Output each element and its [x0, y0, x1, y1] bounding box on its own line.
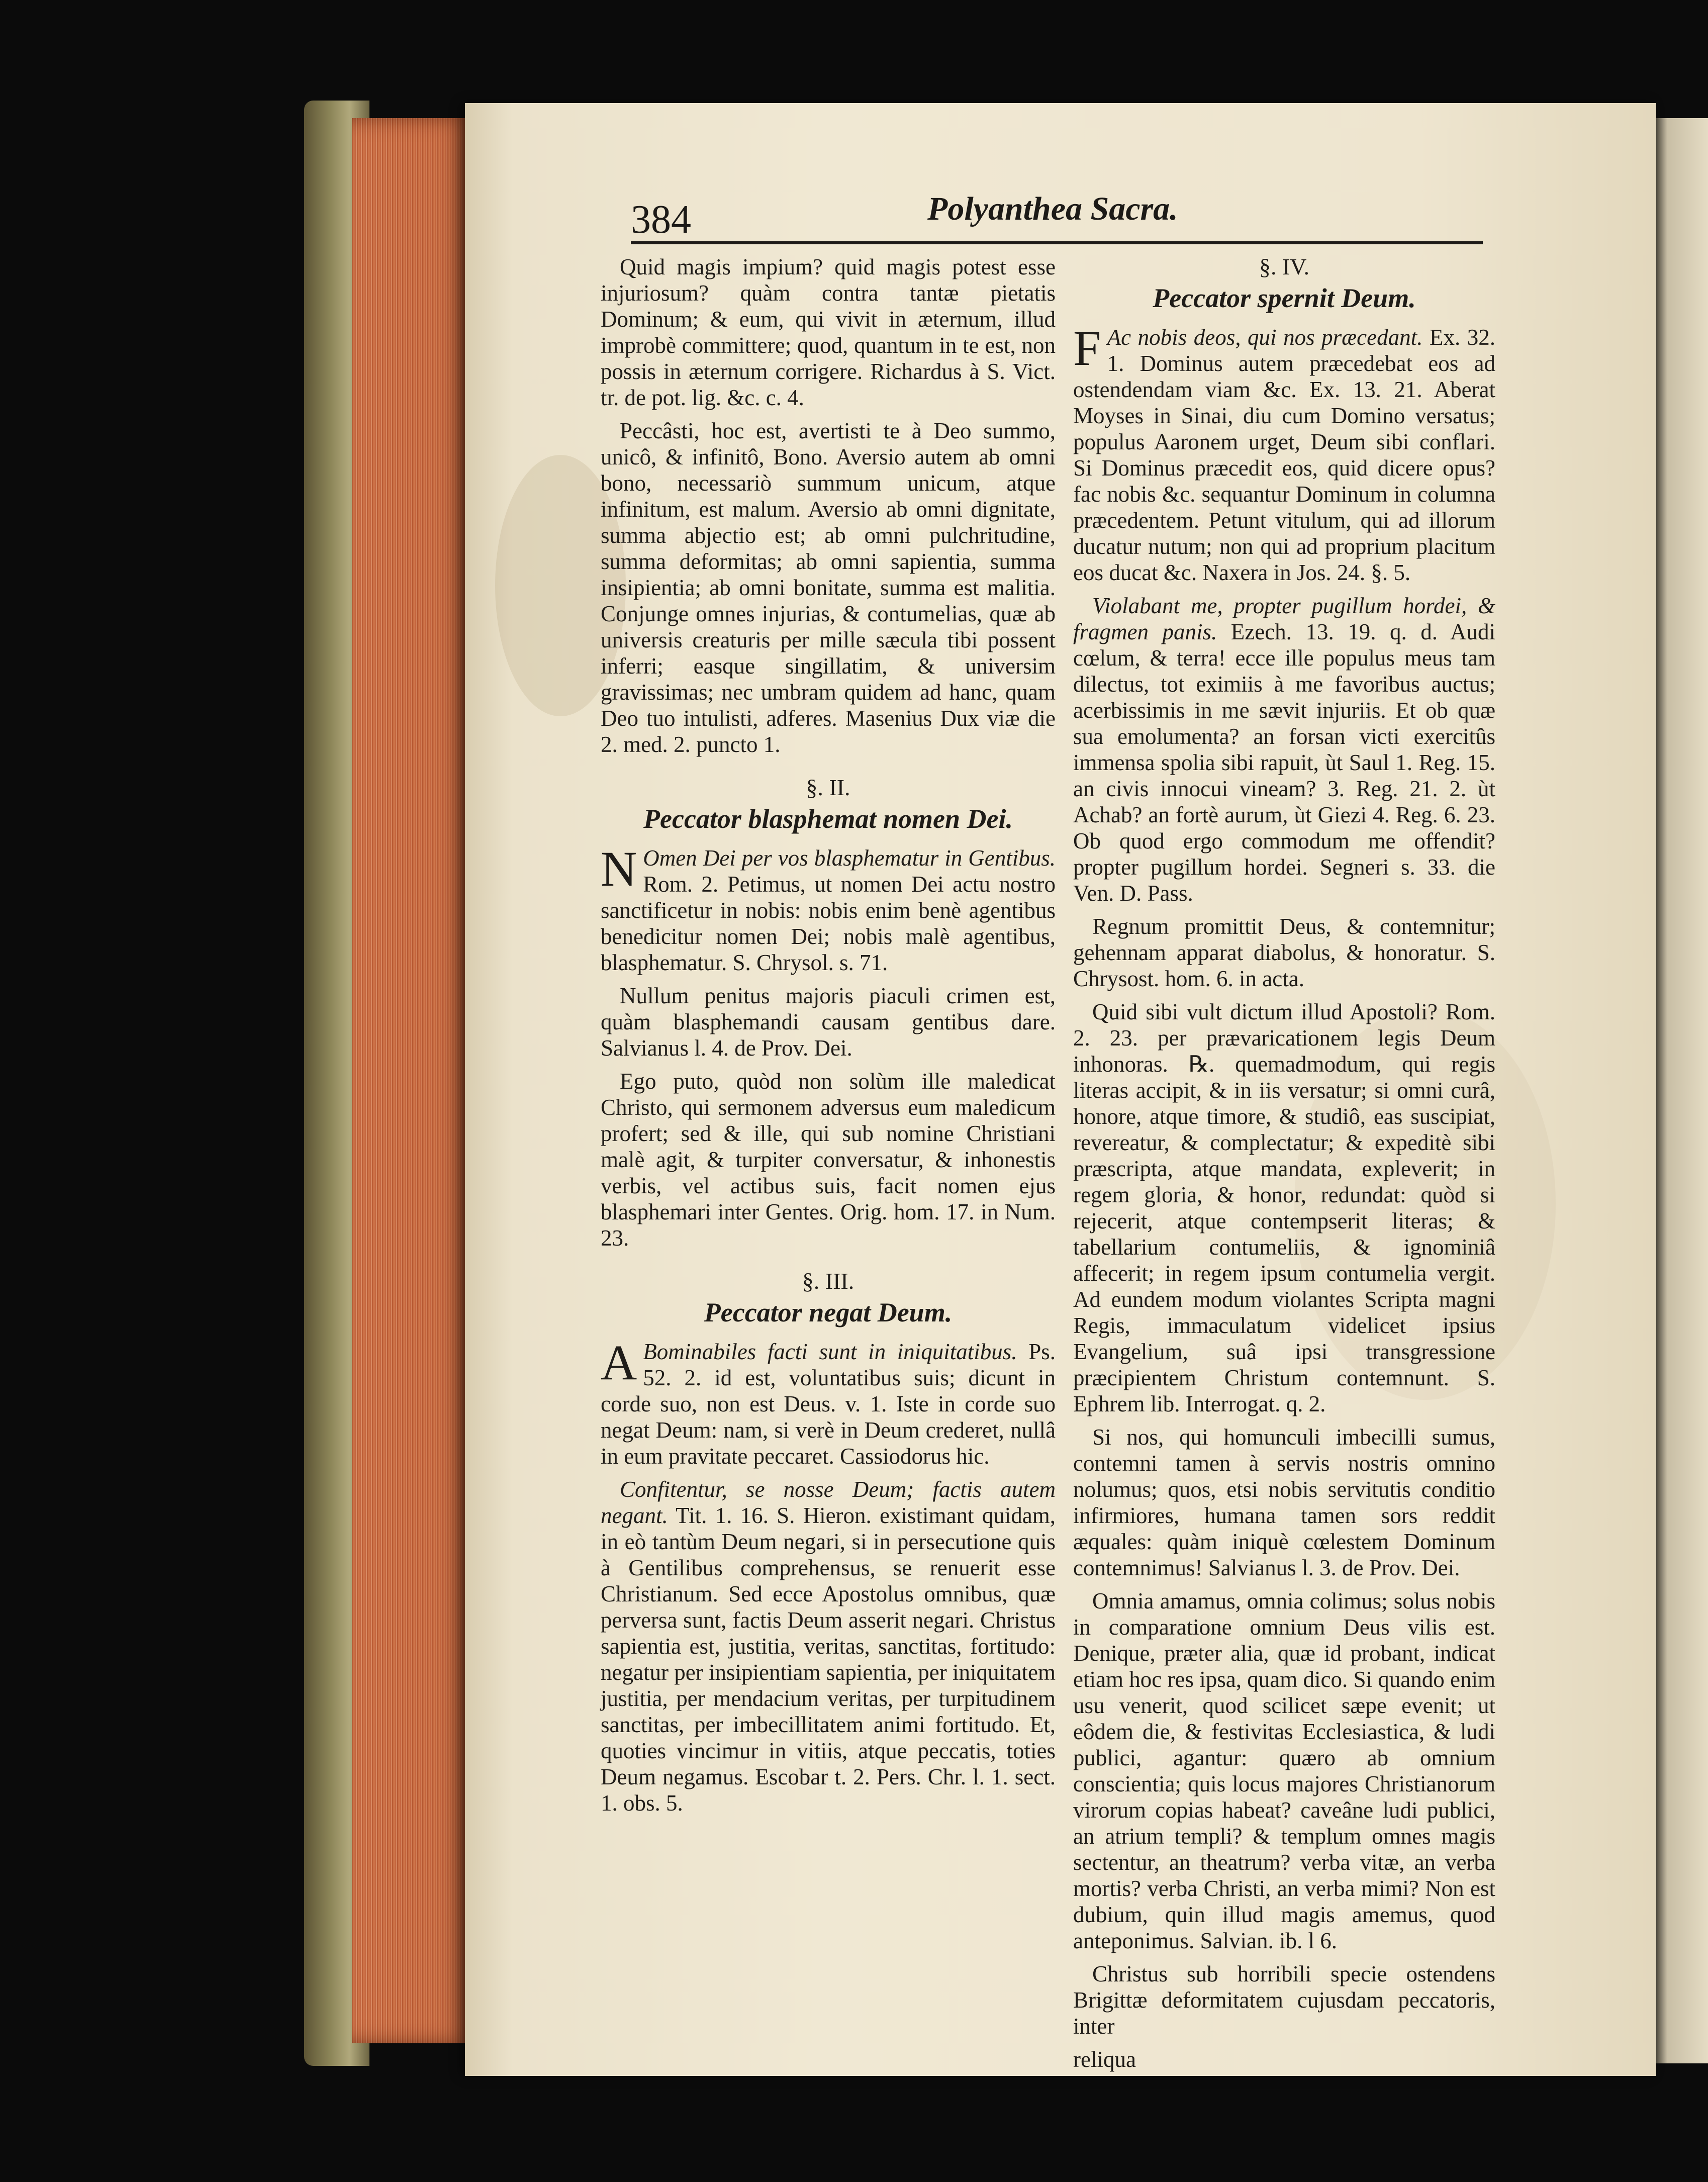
lead-text: Ex. 32. 1. Dominus autem præcedebat eos ad ostendendam viam &c. Ex. 13. 21. Aberat Moyses in Sinai, diu cum Domino versatus; populus Aaronem urget, Deum sibi conflari. Si Dominus præcedit eos, quid dicere opus? fac nobis &c. sequantur Dominum in columna præcedentem. Petunt vitulum, qui ad illorum ducatur nutum; non qui ad proprium placitum eos ducat &c. Naxera in Jos. 24. §. 5. [1073, 325, 1495, 585]
catchword: reliqua [1073, 2047, 1136, 2072]
drop-cap: F [1073, 320, 1101, 376]
quote: Confitentur, se nosse Deum; factis autem negant. [601, 1477, 1056, 1528]
paragraph: Peccâsti, hoc est, avertisti te à Deo summo, unicô, & infinitô, Bono. Aversio autem ab omni bono, necessariò summum unicum, atque infinitum, est malum. Aversio ab omni dignitate, summa abjectio est; ab omni pulchritudine, summa deformitas; ab omni sapientia, summa insipientia; ab omni bonitate, summa est malitia. Conjunge omnes injurias, & contumelias, quæ ab universis creaturis per mille sæcula tibi possent inferri; easque singillatim, & universim gravissimas; nec umbram quidem ad hanc, quam Deo tuo intulisti, adferes. Masenius Dux viæ die 2. med. 2. puncto 1. [601, 418, 1056, 757]
section-lead-paragraph [601, 1335, 1056, 1469]
section-number: §. II. [806, 775, 850, 800]
lead-text: Ps. 52. 2. id est, voluntatibus suis; dicunt in corde suo, non est Deus. v. 1. Iste in corde suo negat Deum: nam, si verè in Deum crederet, nullâ in eum pravitate peccaret. Cassiodorus hic. [601, 1339, 1056, 1469]
left-column [601, 254, 1056, 1823]
section-lead-paragraph [601, 841, 1056, 976]
paragraph: Christus sub horribili specie ostendens Brigittæ deformitatem cujusdam peccatoris, inter [1073, 1961, 1495, 2039]
lead-text: Rom. 2. Petimus, ut nomen Dei actu nostro sanctificetur in nobis: nobis enim benè agentibus benedicitur nomen Dei; nobis malè agentibus, blasphematur. S. Chrysol. s. 71. [601, 872, 1056, 975]
right-column [1073, 254, 1495, 2079]
section-title: Peccator negat Deum. [704, 1297, 953, 1327]
header-rule [631, 241, 1483, 244]
page-edges [352, 118, 472, 2043]
lead-quote: Omen Dei per vos blasphematur in Gentibus. [643, 845, 1056, 871]
paragraph: Quid magis impium? quid magis potest esse injuriosum? quàm contra tantæ pietatis Dominum; & eum, qui vivit in æternum, illud improbè committere; quod, quantum in te est, non possis in æternum corrigere. Richardus à S. Vict. tr. de pot. lig. &c. c. 4. [601, 254, 1056, 410]
section-title: Peccator blasphemat nomen Dei. [643, 804, 1013, 834]
section-lead-paragraph [1073, 320, 1495, 586]
paragraph: Omnia amamus, omnia colimus; solus nobis in comparatione omnium Deus vilis est. Denique, præter alia, quæ id probant, indicat etiam hoc res ipsa, quam dico. Si quando enim usu venerit, quod scilicet sæpe evenit; ut eôdem die, & festivitas Ecclesiastica, & ludi publici, agantur: quæro ab omnium conscientia; quis locus majores Christianorum virorum copias habeat? caveâne ludi publici, an atrium templi? & templum omnes magis sectentur, an theatrum? verba vitæ, an verba mortis? verba Christi, an verba mimi? Non est dubium, quin illud magis amemus, quod anteponimus. Salvian. ib. l 6. [1073, 1588, 1495, 1953]
section-number: §. III. [802, 1268, 855, 1294]
lead-quote: Bominabiles facti sunt in iniquitatibus. [643, 1339, 1017, 1364]
section-number: §. IV. [1259, 254, 1310, 279]
section-title: Peccator spernit Deum. [1153, 283, 1416, 313]
quote: Violabant me, propter pugillum hordei, & fragmen panis. [1073, 593, 1495, 644]
lead-quote: Ac nobis deos, qui nos præcedant. [1107, 325, 1423, 350]
paragraph: Ego puto, quòd non solùm ille maledicat Christo, qui sermonem adversus eum maledicum profert; sed & ille, qui sub nomine Christiani malè agit, & turpiter conversatur, & inhonestis verbis, vel actibus suis, facit nomen ejus blasphemari inter Gentes. Orig. hom. 17. in Num. 23. [601, 1069, 1056, 1251]
paragraph: Si nos, qui homunculi imbecilli sumus, contemni tamen à servis nostris omnino nolumus; quos, etsi nobis servitutis conditio infirmiores, humana tamen sors reddit æquales: quàm iniquè cœlestem Dominum contemnimus! Salvianus l. 3. de Prov. Dei. [1073, 1425, 1495, 1580]
paragraph-text: Tit. 1. 16. S. Hieron. existimant quidam, in eò tantùm Deum negari, si in persecutione quis à Gentilibus comprehensus, se renuerit esse Christianum. Sed ecce Apostolus omnibus, quæ perversa sunt, factis Deum asserit negari. Christus sapientia est, justitia, veritas, sanctitas, fortitudo: negatur per insipientiam sapientia, per iniquitatem justitia, per mendacium veritas, per turpitudinem sanctitas, per imbecillitatem animi fortitudo. Et, quoties vincimur in vitiis, atque peccatis, toties Deum negamus. Escobar t. 2. Pers. Chr. l. 1. sect. 1. obs. 5. [601, 1503, 1056, 1816]
paragraph: Regnum promittit Deus, & contemnitur; gehennam apparat diabolus, & honoratur. S. Chrysost. hom. 6. in acta. [1073, 914, 1495, 991]
paragraph: Quid sibi vult dictum illud Apostoli? Rom. 2. 23. per prævaricationem legis Deum inhonoras. ℞. quemadmodum, qui regis literas accipit, & in iis versatur; si omni curâ, honore, atque timore, & studiô, eas suscipiat, revereatur, & complectatur; & expeditè sibi præscripta, atque mandata, expleverit; in regem gloria, & honor, redundat: quòd si rejecerit, atque contempserit literas; & tabellarium contumeliis, & ignominiâ affecerit; in regem ipsum contumelia vergit. Ad eundem modum violantes Scripta magni Regis, immaculatum videlicet ipsius Evangelium, suâ ipsi transgressione præcipientem Christum contemnunt. S. Ephrem lib. Interrogat. q. 2. [1073, 999, 1495, 1416]
drop-cap: N [601, 841, 637, 897]
running-title: Polyanthea Sacra. [927, 191, 1178, 227]
paragraph [1073, 593, 1495, 906]
facing-page-edge [1654, 118, 1708, 2063]
paragraph [601, 1476, 1056, 1816]
page-number: 384 [631, 198, 691, 242]
drop-cap: A [601, 1335, 637, 1390]
paragraph-text: Ezech. 13. 19. q. d. Audi cœlum, & terra! ecce ille populus meus tam dilectus, tot eximiis à me favoribus auctus; acerbissimis in me sævit injuriis. Et ob quæ sua emolumenta? an forsan victi exercitûs immensa spolia sibi rapuit, ùt Saul 1. Reg. 15. an civis innocui vineam? 3. Reg. 21. 2. ùt Achab? an fortè aurum, ùt Giezi 4. Reg. 6. 23. Ob quod ergo commodum me offendit? propter pugillum hordei. Segneri s. 33. die Ven. D. Pass. [1073, 619, 1495, 906]
paragraph: Nullum penitus majoris piaculi crimen est, quàm blasphemandi causam gentibus dare. Salvianus l. 4. de Prov. Dei. [601, 983, 1056, 1061]
